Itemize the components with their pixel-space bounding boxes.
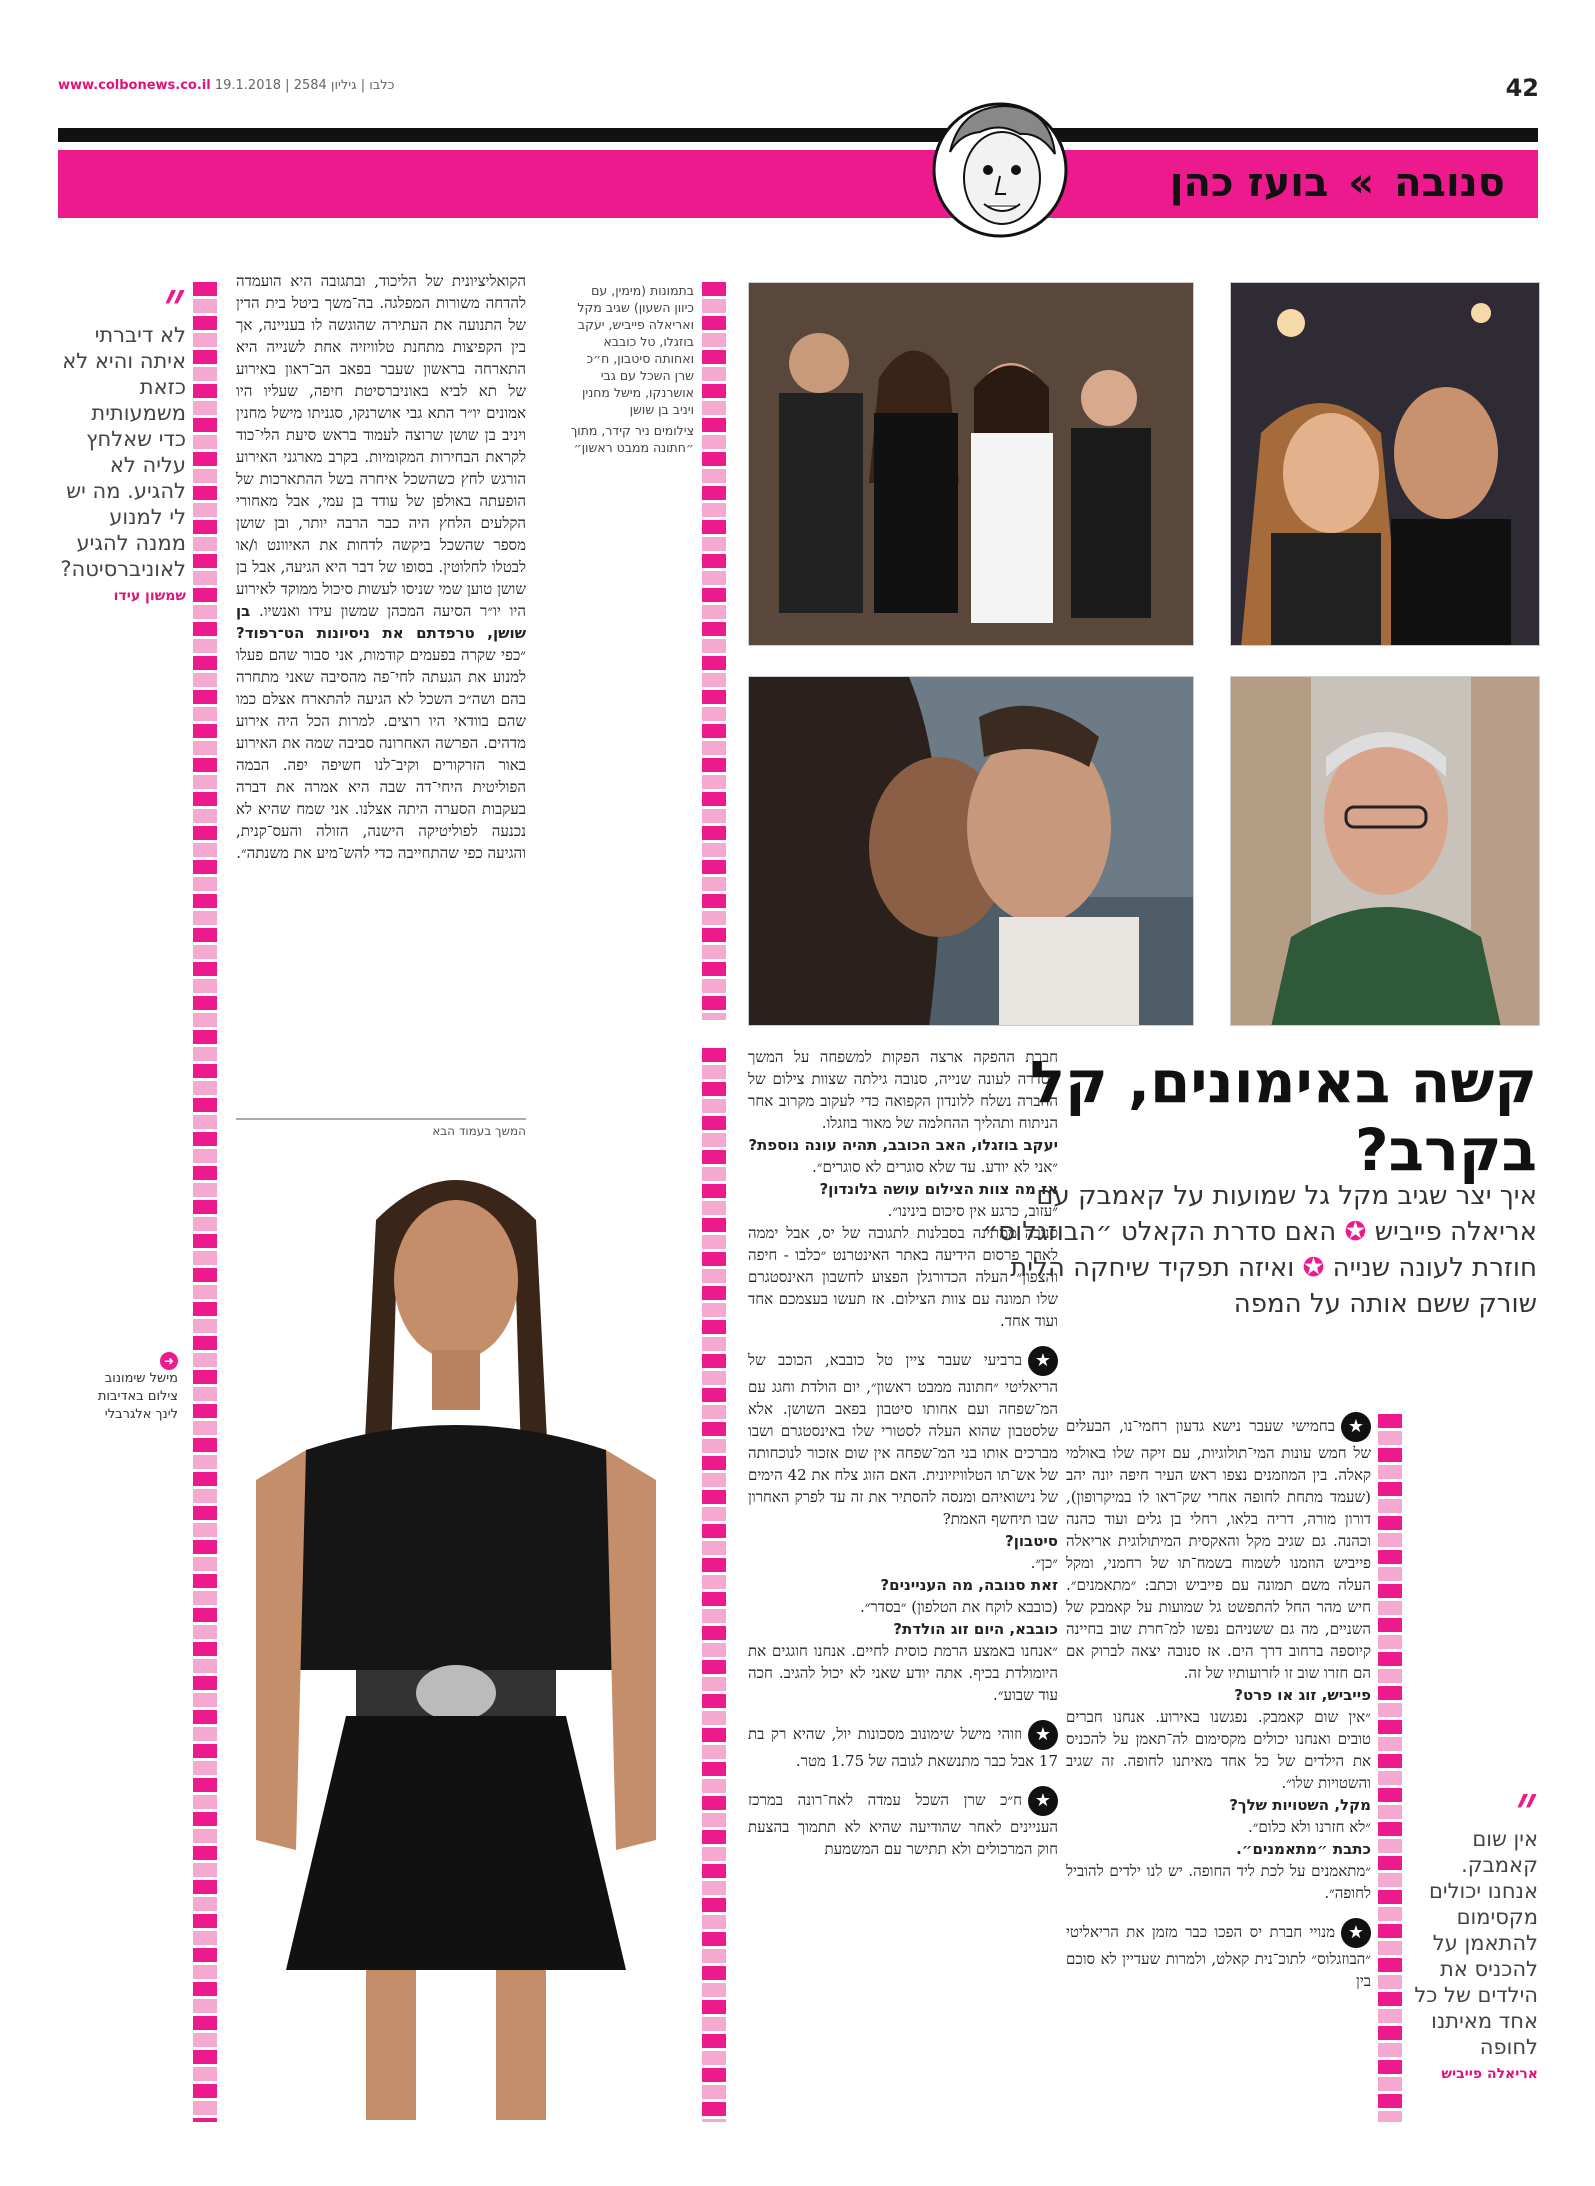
photo-group-illustration [749,283,1194,646]
decor-stripe-middle [702,282,726,1020]
pull-quote-top [58,268,186,604]
photo-couple-selfie [1230,282,1540,646]
left-column-article [236,270,526,1116]
photo-man-illustration [1231,677,1540,1026]
middle-paragraph-1: חברת ההפקה ארצה הפקות למשפחה על המשך הסדרה לעונה שנייה, סנובה גילתה שצוות צילום של החברה נשלח ללונדון הקפואה כדי לעקוב מקרוב אחר הניתוח ותהליך ההחלמה של מאור בוזגלו. [748,1048,1058,1132]
middle-question-5: כובבא, היום זוג הולדת? [893,1620,1058,1638]
divider [236,1118,526,1120]
continued-note: המשך בעמוד הבא [432,1124,526,1138]
right-paragraph-1: בחמישי שעבר נישא גדעון רחמי־נו, הבעלים של חמש עונות המי־תולוגיות, עם זיקה שלו באולמי קאלה. בין המוזמנים נצפו ראש העיר חיפה יונה יהב (שעמד מתחת לחופה אחרי שק־ראו לו במיקרופון), דורון מורה, דריה בלאו, רחלי בן גלים ועוד כהנה וכהנה. גם שגיב מקל והאקסית המיתולוגית אריאלה פייביש הוזמנו לשמוח בשמח־תו של רחמני, ומקל העלה משם תמונה עם פייביש וכתב: ״מתאמנים״. חיש מהר החל להתפשט גל שמועות על קאמבק של השניים, מה גם ששניהם נפשו למ־חרת שוב בחיינה קיוספה ברחוב דרך הים. אז סנובה יצאה לברוק אם הם חזרו שוב זו לזרועותיו של זה. [1066,1417,1371,1682]
page-number: 42 [1505,74,1539,102]
model-credit [58,1350,178,1424]
column-title [1170,153,1505,213]
decor-stripe-left [193,282,217,2122]
photo-couple-illustration [1231,283,1540,646]
left-column-question: בן שושן, טרפדתם את ניסיונות הט־רפוד? [236,602,526,642]
model-photo [236,1150,676,2120]
photo-caption: בתמונות (מימין, עם כיוון השעון) שגיב מקל ואריאלה פייביש, יעקב בוזגלו, טל כובבא ואחותה סיטבון, ח״כ שרן השכל עם גבי אושרנקו, מישל מחנין ויניב בן שושן [577,283,694,417]
subhead-part-2: האם סדרת הקאלט ״הבוזגלוס״ חוזרת לעונה שנייה [981,1217,1537,1283]
author-caricature-image [920,92,1080,242]
right-column-article [1066,1412,1371,2122]
model-credit-line2: לינך אלגרבלי [104,1407,178,1422]
middle-answer-4: (כובבא לוקח את הטלפון) ״בסדר״. [859,1598,1058,1616]
star-icon: ★ [1028,1720,1058,1750]
middle-paragraph-2: סנובה ממתינה בסבלנות לתגובה של יס, אבל יממה לאחר פרסום הידיעה באתר האינטרנט ״כלבו - חיפה והצפון״ העלה הכדורגלן הפצוע לחשבון האינסטגרם שלו תמונה עם צוות הצילום. אז תעשו בעצמכם אחד ועוד אחד. [748,1224,1058,1330]
middle-question-3: סיטבון? [1005,1532,1058,1550]
middle-answer-3: ״כן״. [1030,1554,1058,1572]
middle-question-2: אז מה צוות הצילום עושה בלונדון? [819,1180,1058,1198]
photo-man-portrait [1230,676,1540,1026]
middle-question-1: יעקב בוזגלו, האב הכובב, תהיה עונה נוספת? [748,1136,1058,1154]
left-column-paragraph: הקואליציונית של הליכוד, ובתגובה היא הועמדה להדחה משורות המפלגה. בה־משך ביטל בית הדין של התנועה את העתירה שהוגשה לו בעניינה, אך בין הקפיצות מתחנת טלוויזיה אחת לשנייה היא התארחה בראשון שעבר בפאב הב־ראון באירוע של תא לביא באוניברסיטת חיפה, שעליו היו אמונים יו״ר התא גבי אושרנקו, סגניתו מישל מחנין ויניב בן שושן שרוצה לעמוד בראש סיעת הלי־כוד לקראת הבחירות המקומיות. בקרב מארגני האירוע הורגש לחץ כשהשכל איחרה בשל ההתארכות של הופעתה באולפן של עודד בן עמי, אבל מאחורי הקלעים הלחץ היה כבר הרבה יותר, ובן שושן מספר שהשכל ביקשה לדחות את האיוונט ו/או לבטלו לחלוטין. בסופו של דבר היא הגיעה, אבל בן שושן טוען שמי שניסו לעשות סיכול ממוקד לאירוע היו יו״ר הסיעה המכהן שמשון עידו ואנשיו. [236,272,526,620]
right-answer-3: ״מתאמנים על לכת ליד החופה. יש לנו ילדים להוביל לחופה״. [1066,1862,1371,1902]
article-headline: קשה באימונים, קל בקרב? [1029,1048,1537,1184]
decor-stripe-right [1378,1414,1402,2122]
middle-paragraph-4: וזוהי מישל שימונוב מסכונות יול, שהיא רק בת 17 אבל כבר מתנשאת לגובה של 1.75 מטר. [748,1725,1058,1770]
site-url[interactable]: www.colbonews.co.il [58,78,211,93]
article-subhead [977,1178,1537,1322]
right-paragraph-2: מנויי חברת יס הפכו כבר מזמן את הריאליטי ״הבוזגלוס״ לתוכ־נית קאלט, ולמרות שעדיין לא סוכם בין [1066,1923,1371,1990]
issue-info: כלבו | גיליון 2584 | 19.1.2018 [214,78,395,93]
star-icon: ★ [1341,1412,1371,1442]
photo-group-party [748,282,1194,646]
subhead-part-1: איך יצר שגיב מקל גל שמועות על קאמבק עם אריאלה פייביש [1036,1181,1537,1247]
model-credit-line1: צילום באדיבות [97,1389,178,1404]
star-icon: ★ [1341,1918,1371,1948]
star-icon: ✪ [1302,1253,1325,1283]
author-name: בועז כהן [1169,160,1329,206]
star-icon: ✪ [1344,1217,1367,1247]
pull-quote-author: אריאלה פייביש [1441,2066,1538,2082]
right-question-2: מקל, השטויות שלך? [1229,1796,1371,1814]
middle-answer-5: ״אנחנו באמצע הרמת כוסית לחיים. אנחנו חוגגים את היומולדת בכיף. אתה יודע שאני לא יכול להגיב. חכה עוד שבוע״. [748,1642,1058,1704]
right-question-3: כתבת ״מתאמנים״. [1236,1840,1371,1858]
model-illustration [236,1150,676,2120]
star-icon: ★ [1028,1786,1058,1816]
pull-quote-text: אין שום קאמבק. אנחנו יכולים מקסימום להתאמן על להכניס את הילדים של כל אחד מאיתנו לחופה [1414,1827,1538,2059]
photo-kiss-scene [748,676,1194,1026]
middle-question-4: זאת סנובה, מה העניינים? [880,1576,1058,1594]
quote-mark-icon: ״ [1515,1772,1538,1840]
right-answer-2: ״לא חזרנו ולא כלום״. [1247,1818,1371,1836]
middle-answer-1: ״אני לא יודע. עד שלא סוגרים לא סוגרים״. [812,1158,1058,1176]
decor-stripe-middle-lower [702,1048,726,2122]
photo-credit: צילומים ניר קידר, מתוך ״חתונה ממבט ראשון״ [570,423,694,455]
model-name: מישל שימונוב [104,1371,178,1386]
photo-kiss-illustration [749,677,1194,1026]
middle-paragraph-5: ח״כ שרן השכל עמדה לאח־רונה במרכז העניינים לאחר שהודיעה שהיא לא תתמוך בהצעת חוק המרכולים ולא תתישר עם המשמעת [748,1791,1058,1858]
photo-caption-block [570,282,694,456]
right-answer-1: ״אין שום קאמבק. נפגשנו באירוע. אנחנו חברים טובים ואנחנו יכולים מקסימום לה־תאמן על להכניס את הילדים של כל אחד מאיתנו לחופה. זה שגיב והשטויות שלו״. [1066,1708,1371,1792]
star-icon: ★ [1028,1346,1058,1376]
middle-answer-2: ״עזוב, כרגע אין סיכום בינינו״. [887,1202,1058,1220]
pull-quote-bottom [1410,1772,1538,2082]
left-column-answer: ״כפי שקרה בפעמים קודמות, אני סבור שהם פעלו למנוע את הגעתה לחי־פה מהסיבה שאני מתחרה בהם ושה״כ השכל לא הגיעה להתארח אצלם כמו שהם בוודאי היו רוצים. למרות הכל היה אירוע מדהים. הפרשה האחרונה סביבה שמה את האירוע באור הזרקורים וקיב־לנו חשיפה יפה. הבמה הפוליטית היחי־דה שבה היא אמרה את דברה בעקבות הסערה היתה אצלנו. אני שמח שהיא לא נכנעה לפוליטיקה הישנה, הזולה והעס־קנית, והגיעה כפי שהתחייבה כדי להש־מיע את משנתה״. [236,646,526,862]
pull-quote-author: שמשון עידו [113,588,186,604]
section-name: סנובה [1394,160,1505,206]
pull-quote-text: לא דיברתי איתה והיא לא כזאת משמעותית כדי שאלחץ עליה לא להגיע. מה יש לי למנוע ממנה להגיע לאוניברסיטה? [60,323,186,581]
quote-mark-icon: ״ [163,268,186,336]
header-black-bar [58,128,1538,142]
subhead-part-3: ואיזה תפקיד שיחקה הלית שורק ששם אותה על המפה [1010,1253,1537,1319]
middle-paragraph-3: ברביעי שעבר ציין טל כובבא, הכוכב של הריאליטי ״חתונה ממבט ראשון״, יום הולדת וחגג עם המ־שפחה ועם אחותו סיטבון בפאב השושן. אלא שלסטבון שהוא העלה לסטורי שלו באינסטגרם ושבו מברכים אותו בני המ־שפחה אין שום אזכור לנוכחותה של אש־תו הטלוויזיונית. האם הזוג צלח את 42 הימים של נישואיהם ומנסה להסתיר את זה עד לפרק האחרון שבו תיחשף האמת? [748,1351,1058,1528]
right-question-1: פייביש, זוג או פרט? [1234,1686,1371,1704]
arrow-icon: ➜ [160,1352,178,1370]
header-issue-line [58,78,395,93]
chevron-icon: » [1348,160,1375,206]
